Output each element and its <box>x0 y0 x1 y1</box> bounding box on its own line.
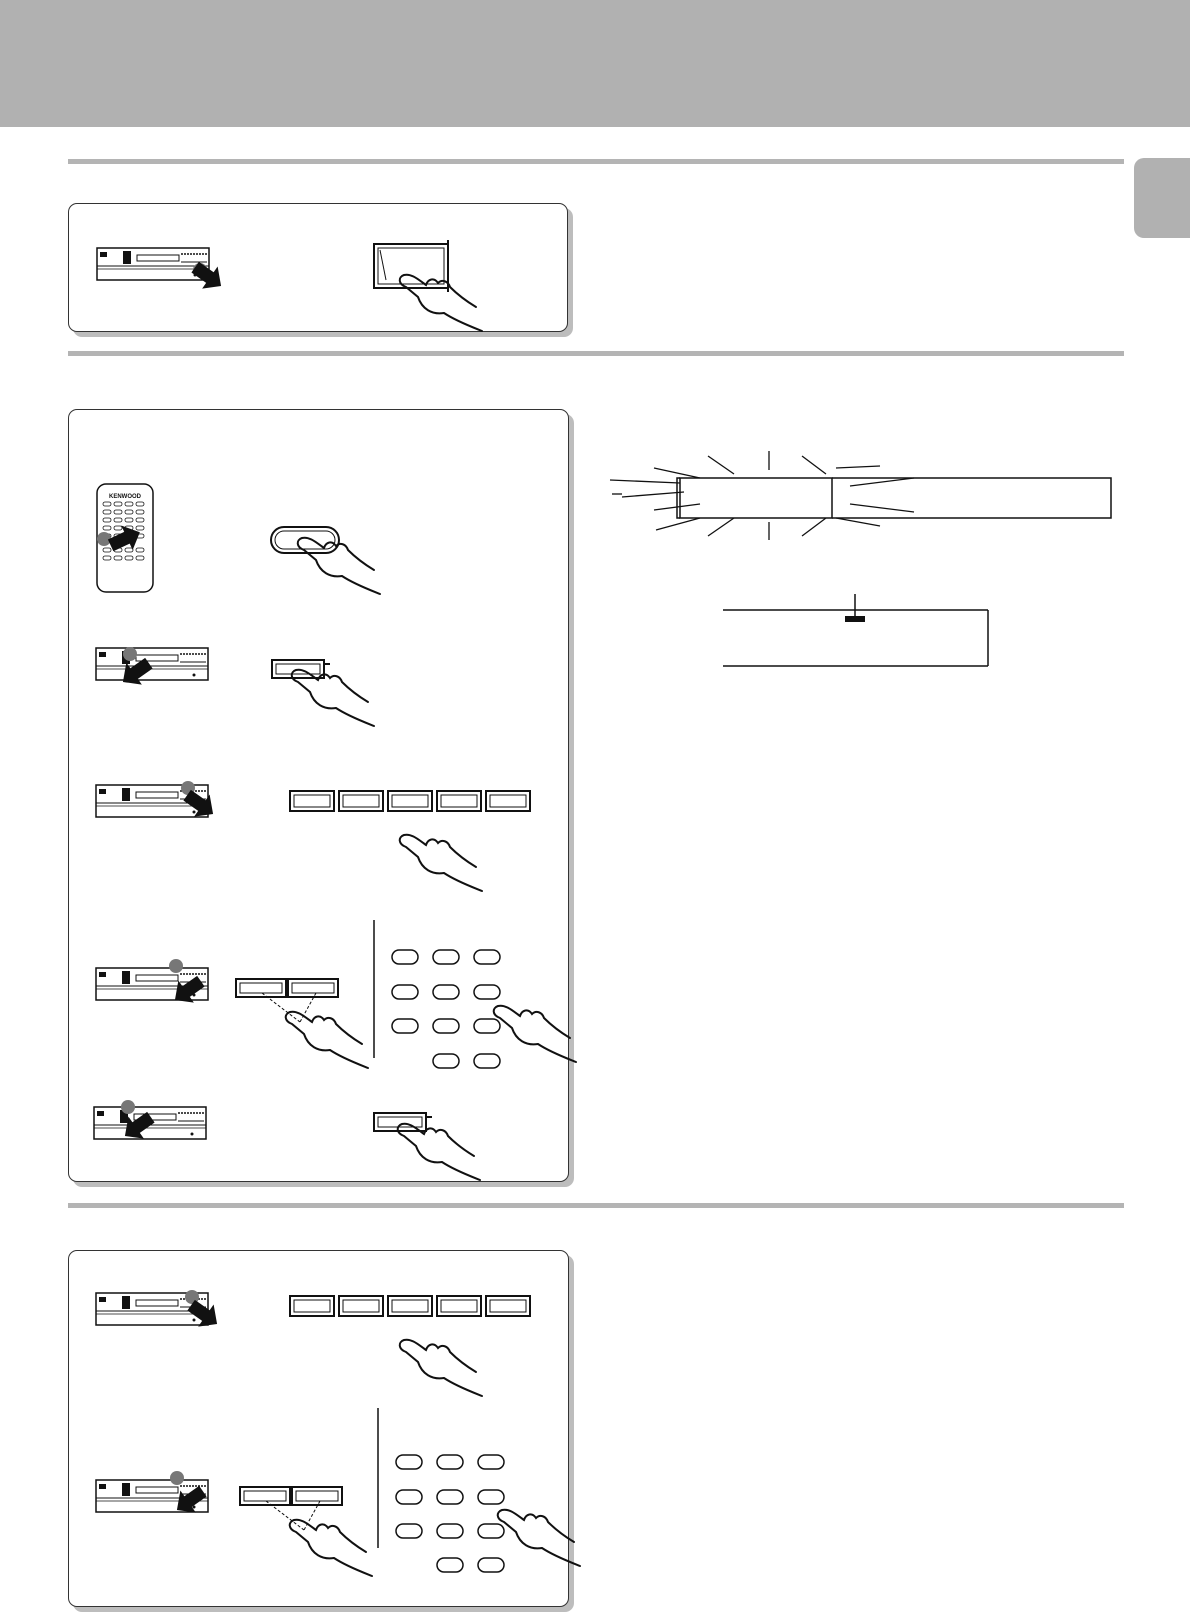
skip-buttons-icon <box>236 979 338 1022</box>
numeric-keypad-icon <box>392 950 500 1068</box>
cd-player-front-panel-icon <box>96 648 208 680</box>
disc-select-buttons-icon <box>290 791 530 811</box>
pointing-hand-icon <box>494 1006 576 1062</box>
pointing-hand-icon <box>400 835 482 891</box>
skip-buttons-icon <box>240 1487 342 1530</box>
open-close-button-icon <box>374 240 448 292</box>
pointing-hand-icon <box>498 1510 580 1566</box>
rounded-button-icon <box>271 527 339 553</box>
remote-brand: KENWOOD <box>109 494 141 500</box>
numeric-keypad-icon <box>396 1455 504 1572</box>
cd-player-front-panel-icon <box>97 248 209 280</box>
disc-select-buttons-icon <box>290 1296 530 1316</box>
remote-control-icon <box>97 484 153 592</box>
lcd-display-icon <box>723 594 988 666</box>
function-button-icon <box>374 1113 432 1131</box>
pointing-hand-icon <box>398 1124 480 1180</box>
indicator-segment <box>845 616 865 622</box>
lcd-display-icon <box>610 451 1111 540</box>
pointing-hand-icon <box>400 1340 482 1396</box>
